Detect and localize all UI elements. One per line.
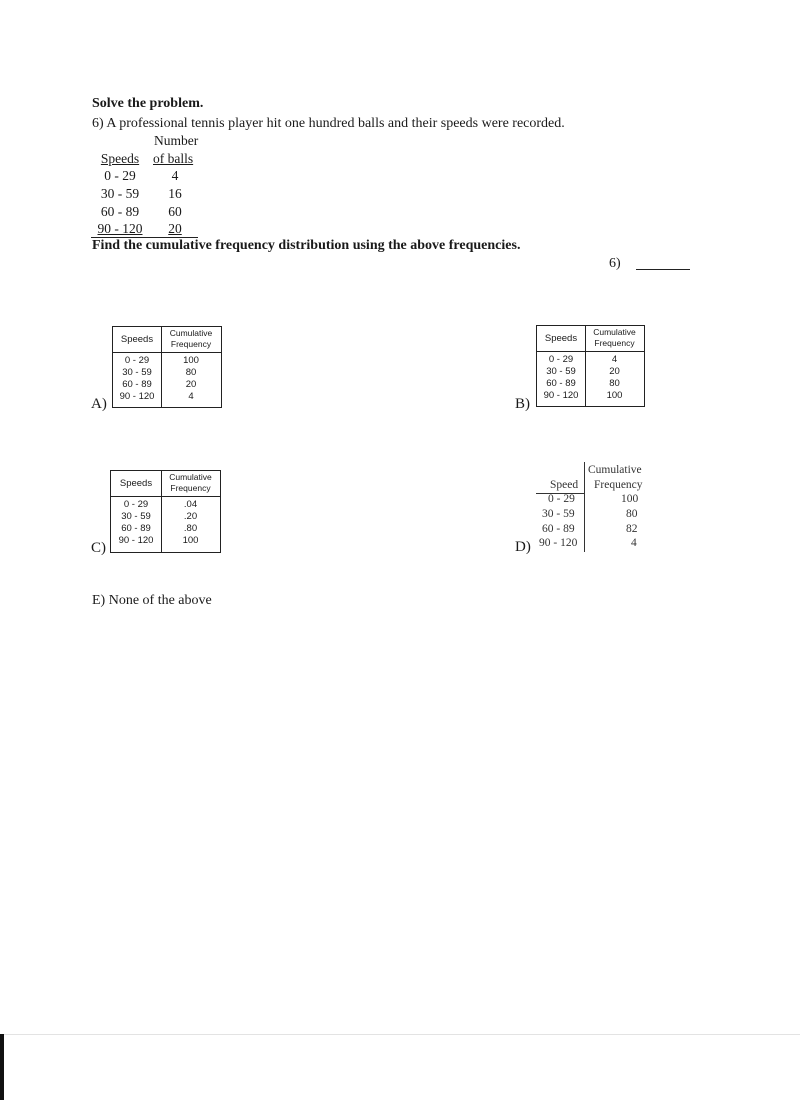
table-row: 0 - 29 .04	[123, 499, 198, 510]
scan-edge-bottom	[0, 1034, 800, 1035]
table-row: 0 - 29 4	[548, 354, 618, 365]
option-d-row-speed: 90 - 120	[539, 537, 578, 549]
table-row: 90 - 120 100	[543, 390, 623, 401]
option-b-table	[536, 325, 645, 407]
option-a-label[interactable]: A)	[91, 396, 107, 412]
option-b-header-speeds: Speeds	[544, 333, 578, 344]
option-d-row-cf: 82	[626, 523, 638, 535]
option-e[interactable]	[92, 593, 212, 609]
question-line	[92, 116, 565, 132]
option-a-table	[112, 326, 222, 408]
header-balls-line1: Number	[154, 133, 199, 148]
option-c-header-cf: Cumulative Frequency	[169, 472, 212, 493]
option-a-header-speeds: Speeds	[120, 334, 154, 345]
option-e-label: E)	[92, 593, 106, 608]
table-row: 30 - 59 20	[546, 366, 620, 377]
option-c-table	[110, 470, 221, 553]
option-d-table	[536, 462, 656, 554]
header-balls-line2: of balls	[153, 151, 194, 166]
header-speeds: Speeds	[100, 151, 140, 166]
option-b-header-cf: Cumulative Frequency	[593, 327, 636, 348]
option-d-row-cf: 100	[621, 493, 639, 505]
option-c-label[interactable]: C)	[91, 540, 106, 556]
instruction: Solve the problem.	[92, 96, 204, 111]
answer-label: 6)	[609, 256, 621, 271]
option-d-divider	[584, 462, 585, 552]
option-d-header-cf-line2: Frequency	[594, 479, 643, 491]
table-row: 60 - 89 .80	[121, 523, 198, 534]
option-a-header-cf: Cumulative Frequency	[169, 328, 213, 349]
option-d-row-speed: 0 - 29	[548, 493, 575, 505]
option-d-row-cf: 80	[626, 508, 638, 520]
table-row: 0 - 29 100	[124, 355, 199, 366]
option-d-header-cf-line1: Cumulative	[588, 464, 642, 476]
option-d-row-speed: 30 - 59	[542, 508, 575, 520]
scan-edge-left	[0, 1034, 4, 1100]
question-number: 6)	[92, 116, 104, 131]
option-d-label[interactable]: D)	[515, 539, 531, 555]
option-d-row-cf: 4	[631, 537, 637, 549]
answer-blank[interactable]	[636, 269, 690, 270]
table-row: 90 - 120 4	[119, 391, 194, 402]
question-text: A professional tennis player hit one hundred balls and their speeds were recorded.	[106, 116, 565, 131]
table-row: 30 - 59 .20	[121, 511, 198, 522]
table-row: 30 - 59 80	[122, 367, 197, 378]
table-row: 60 - 89 80	[546, 378, 620, 389]
table-row: 60 - 89 20	[122, 379, 197, 390]
prompt: Find the cumulative frequency distribution using the above frequencies.	[92, 238, 521, 253]
option-e-text: None of the above	[108, 593, 212, 608]
option-d-header-speed: Speed	[550, 479, 579, 491]
option-c-header-speeds: Speeds	[119, 478, 153, 489]
option-d-row-speed: 60 - 89	[542, 523, 575, 535]
option-b-label[interactable]: B)	[515, 396, 530, 412]
table-row: 90 - 120 100	[118, 535, 199, 546]
